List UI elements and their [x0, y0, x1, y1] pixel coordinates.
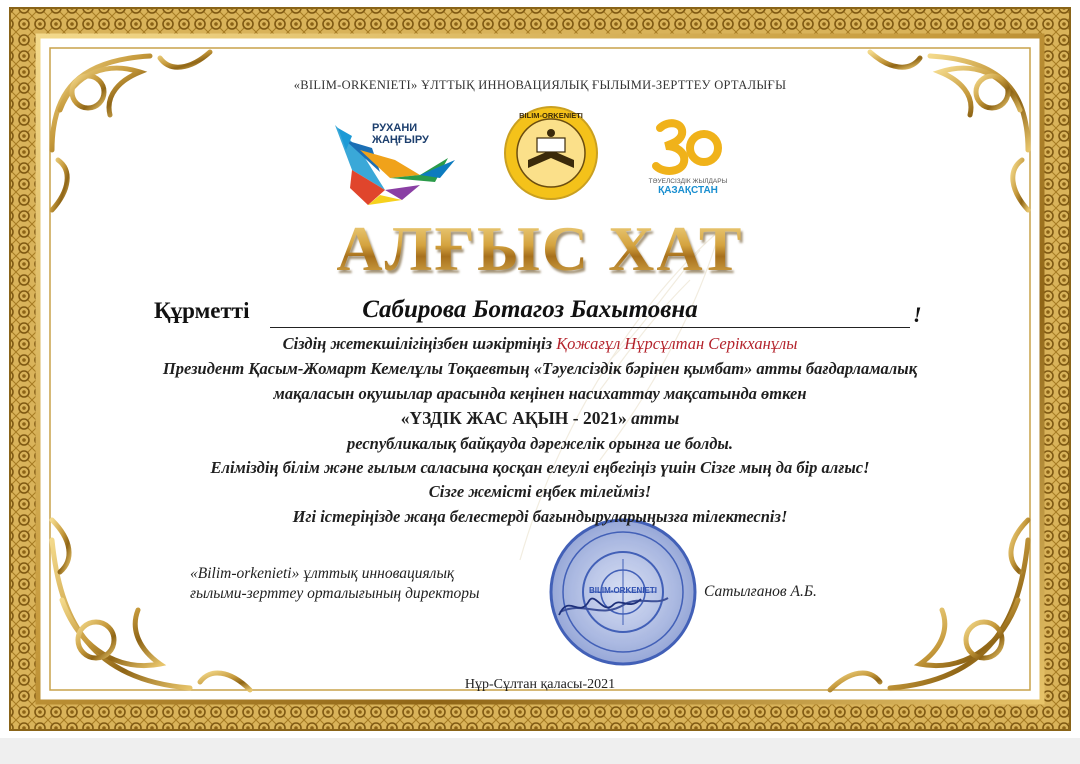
director-line-2: ғылыми-зерттеу орталығының директоры — [190, 585, 480, 602]
bilim-logo-text: BILIM-ORKENIETI — [519, 111, 583, 120]
thirty-logo-caption — [643, 178, 733, 196]
bottom-bar — [0, 738, 1080, 764]
rukhani-line1: РУХАНИ — [372, 122, 418, 134]
certificate-title: АЛҒЫС ХАТ — [300, 212, 780, 286]
body-line-7: Сізге жемісті еңбек тілейміз! — [428, 482, 652, 501]
signature-scribble — [555, 585, 645, 625]
rukhani-line2: ЖАҢҒЫРУ — [372, 134, 429, 146]
thirty-country: ҚАЗАҚСТАН — [658, 185, 718, 196]
director-name: Сатылғанов А.Б. — [704, 583, 817, 600]
body-line-1 — [90, 334, 990, 354]
thirty-caption: ТӘУЕЛСІЗДІК ЖЫЛДАРЫ — [648, 178, 728, 185]
body-line-1-prefix: Сіздің жетекшілігіңізбен шәкіртіңіз — [282, 334, 557, 353]
name-underline — [270, 327, 910, 328]
student-name: Қожағұл Нұрсұлтан Серікханұлы — [556, 334, 798, 353]
body-line-3: мақаласын оқушылар арасында кеңінен насихаттау мақсатында өткен — [273, 384, 807, 403]
stamp-text: BILIM-ORKENIETI — [589, 586, 657, 595]
body-line-2: Президент Қасым-Жомарт Кемелұлы Тоқаевтың «Тәуелсіздік бәрінен қымбат» атты бағдарламалық — [162, 359, 918, 378]
organization-header: «BILIM-ORKENIETI» ҰЛТТЫҚ ИННОВАЦИЯЛЫҚ ҒЫЛЫМИ-ЗЕРТТЕУ ОРТАЛЫҒЫ — [293, 78, 787, 92]
director-line-1: «Bilim-orkenieti» ұлттық инновациялық — [190, 565, 455, 582]
rukhani-logo-text — [372, 122, 429, 146]
director-title — [190, 564, 550, 604]
recipient-name: Сабирова Ботагоз Бахытовна — [362, 296, 698, 323]
contest-name: «ҮЗДІК ЖАС АҚЫН - 2021» — [400, 408, 627, 428]
contest-suffix: атты — [626, 408, 680, 428]
body-line-4 — [90, 408, 990, 429]
greeting-label: Құрметті — [154, 298, 250, 323]
body-line-8: Игі істеріңізде жаңа белестерді бағындыруларыңызға тілектеспіз! — [292, 507, 788, 526]
body-line-5: республикалық байқауда дәрежелік орынға ие болды. — [346, 434, 734, 453]
thirty-number — [652, 118, 653, 119]
city-date: Нұр-Сұлтан қаласы-2021 — [464, 677, 616, 692]
bilim-orkenieti-logo — [505, 107, 597, 199]
body-line-6: Еліміздің білім және ғылым саласына қосқан елеулі еңбегіңіз үшін Сізге мың да бір алғыс! — [210, 458, 870, 477]
greeting-exclamation: ! — [913, 302, 922, 327]
greeting-row — [150, 296, 930, 336]
